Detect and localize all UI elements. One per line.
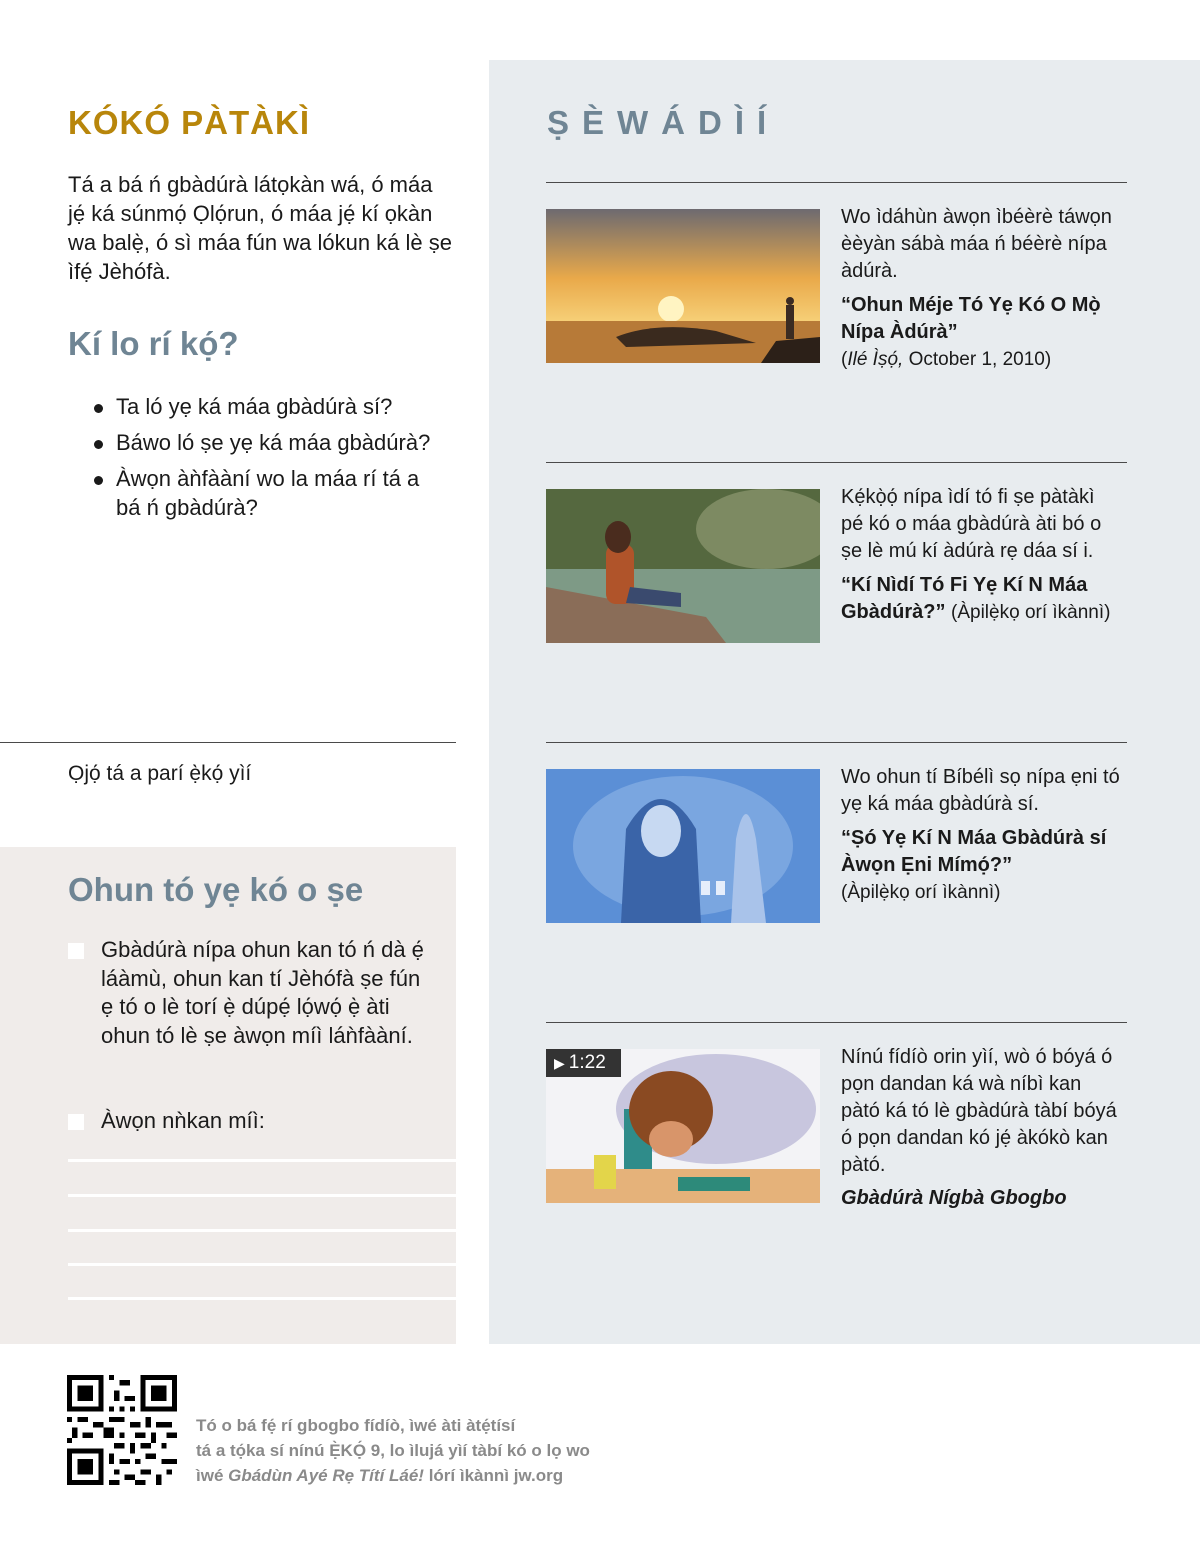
video-duration-badge <box>546 1049 621 1077</box>
review-question: Báwo ló ṣe yẹ ká máa gbàdúrà? <box>88 428 448 457</box>
item-divider <box>546 182 1127 183</box>
todo-checkbox[interactable] <box>68 943 84 959</box>
item-source: (Àpilẹ̀kọ orí ìkànnì) <box>951 602 1111 623</box>
footer-lesson: Ẹ̀KỌ́ 9 <box>329 1441 381 1460</box>
video-duration: 1:22 <box>568 1052 606 1073</box>
item-source-date: October 1, 2010 <box>908 349 1045 370</box>
item-source: (Ilé Ìṣọ́, October 1, 2010) <box>841 349 1052 370</box>
item-description: Kẹ́kọ̀ọ́ nípa ìdí tó fi ṣe pàtàkì pé kó o máa gbàdúrà àti bó o ṣe lè mú kí àdúrà rẹ dáa sí i. <box>841 486 1102 562</box>
todo-item: Àwọn nǹkan míì: <box>101 1108 265 1133</box>
review-question: Ta ló yẹ ká máa gbàdúrà sí? <box>88 392 448 421</box>
river-image[interactable] <box>546 489 820 643</box>
footer-line: tá a tọ́ka sí nínú <box>196 1441 330 1460</box>
review-question: Àwọn àǹfààní wo la máa rí tá a bá ń gbàdúrà? <box>88 464 448 522</box>
item-divider <box>546 462 1127 463</box>
item-title[interactable] <box>841 292 1121 373</box>
todo-box <box>0 847 456 1344</box>
footer-line: Tó o bá fẹ́ rí gbogbo fídíò, ìwé àti àtẹ́tísí <box>196 1416 516 1435</box>
item-description: Nínú fídíò orin yìí, wò ó bóyá ó pọn dandan ká wà níbì kan pàtó ká tó lè gbàdúrà tàbí bóyá ó pọn dandan kó jẹ́ àkókò kan pàtó. <box>841 1046 1117 1176</box>
writing-line[interactable] <box>68 1297 456 1300</box>
writing-line[interactable] <box>68 1194 456 1197</box>
qr-code[interactable] <box>67 1375 177 1485</box>
item-description: Wo ìdáhùn àwọn ìbéèrè táwọn èèyàn sábà máa ń béèrè nípa àdúrà. <box>841 206 1112 282</box>
video-thumbnail[interactable] <box>546 1049 820 1203</box>
sunset-image[interactable] <box>546 209 820 363</box>
prayer-statue-image[interactable] <box>546 769 820 923</box>
summary-text: Tá a bá ń gbàdúrà látọkàn wá, ó máa jẹ́ ká súnmọ́ Ọlọ́run, ó máa jẹ́ kí ọkàn wa balẹ̀, ó sì máa fún wa lókun ká lè ṣe ìfẹ́ Jèhófà. <box>68 172 452 284</box>
item-divider <box>546 1022 1127 1023</box>
item-title[interactable] <box>841 572 1121 626</box>
item-source: (Àpilẹ̀kọ orí ìkànnì) <box>841 882 1001 903</box>
review-heading: Kí lo rí kọ́? <box>68 325 239 362</box>
explore-panel <box>489 60 1200 1344</box>
play-icon: ▶ <box>554 1055 565 1071</box>
item-source-publication: Ilé Ìṣọ́, <box>847 349 904 370</box>
completion-date-label: Ọjọ́ tá a parí ẹ̀kọ́ yìí <box>68 762 252 785</box>
section-divider <box>0 742 456 743</box>
writing-line[interactable] <box>68 1263 456 1266</box>
item-description: Wo ohun tí Bíbélì sọ nípa ẹni tó yẹ ká máa gbàdúrà sí. <box>841 766 1120 815</box>
item-title[interactable]: Gbàdúrà Nígbà Gbogbo <box>841 1187 1067 1209</box>
footer-line: lórí ìkànnì jw.org <box>423 1466 564 1485</box>
item-title-text[interactable]: “Ṣó Yẹ Kí N Máa Gbàdúrà sí Àwọn Ẹni Mímọ́?” <box>841 827 1107 876</box>
footer-text <box>196 1413 626 1488</box>
explore-heading: ṢÈWÁDÌÍ <box>547 104 780 141</box>
footer-line: , lo ìlujá yìí tàbí kó o lọ wo <box>380 1441 590 1460</box>
item-title-text[interactable]: “Ohun Méje Tó Yẹ Kó O Mọ̀ Nípa Àdúrà” <box>841 294 1101 343</box>
item-divider <box>546 742 1127 743</box>
todo-item: Gbàdúrà nípa ohun kan tó ń dà ẹ́ láàmù, ohun kan tí Jèhófà ṣe fún ẹ tó o lè torí ẹ̀ dúpẹ́ lọ́wọ́ ẹ̀ àti ohun tó lè ṣe àwọn míì láǹfààní. <box>101 937 424 1048</box>
writing-line[interactable] <box>68 1229 456 1232</box>
footer-book-title: Gbádùn Ayé Rẹ Títí Láé! <box>228 1466 424 1485</box>
item-title-text[interactable]: “Kí Nìdí Tó Fi Yẹ Kí N Máa Gbàdúrà?” <box>841 574 1088 623</box>
summary-heading: KÓKÓ PÀTÀKÌ <box>68 104 310 141</box>
todo-checkbox[interactable] <box>68 1114 84 1130</box>
footer-line: ìwé <box>196 1466 229 1485</box>
item-title[interactable] <box>841 825 1121 906</box>
todo-heading: Ohun tó yẹ kó o ṣe <box>68 871 364 908</box>
review-questions <box>88 392 448 529</box>
writing-line[interactable] <box>68 1159 456 1162</box>
